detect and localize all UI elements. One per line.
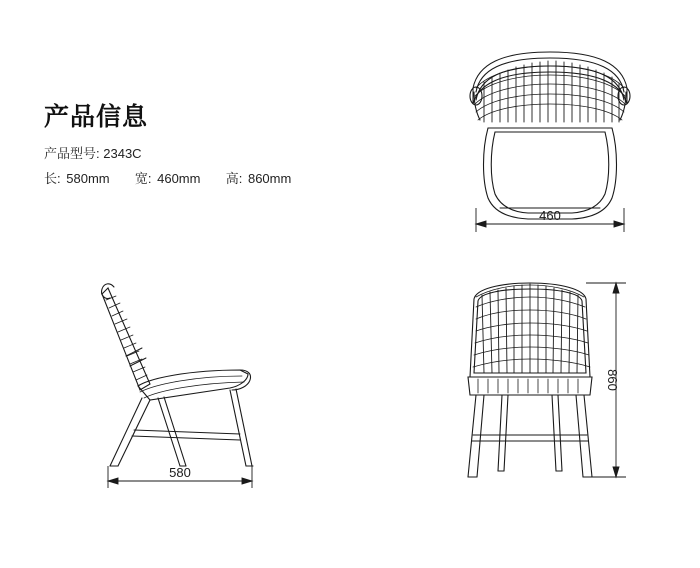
front-view-drawing: [440, 30, 660, 245]
side-view-dimension: 580: [169, 465, 191, 480]
model-line: [44, 146, 344, 163]
back-view-dimension: 860: [605, 369, 620, 391]
width-value: 460mm: [157, 171, 201, 187]
dimensions-line: [44, 171, 344, 188]
side-view-drawing: [80, 270, 290, 510]
model-label: 产品型号:: [44, 145, 100, 161]
product-info-block: [44, 104, 344, 197]
width-label: 宽:: [134, 171, 152, 187]
model-value: 2343C: [103, 145, 142, 161]
height-value: 860mm: [247, 171, 292, 187]
page-title: 产品信息: [44, 103, 149, 131]
length-label: 长:: [44, 171, 61, 187]
front-view-dimension: 460: [539, 208, 561, 223]
back-view-drawing: [440, 265, 655, 505]
height-label: 高:: [225, 171, 243, 187]
length-value: 580mm: [66, 171, 110, 187]
